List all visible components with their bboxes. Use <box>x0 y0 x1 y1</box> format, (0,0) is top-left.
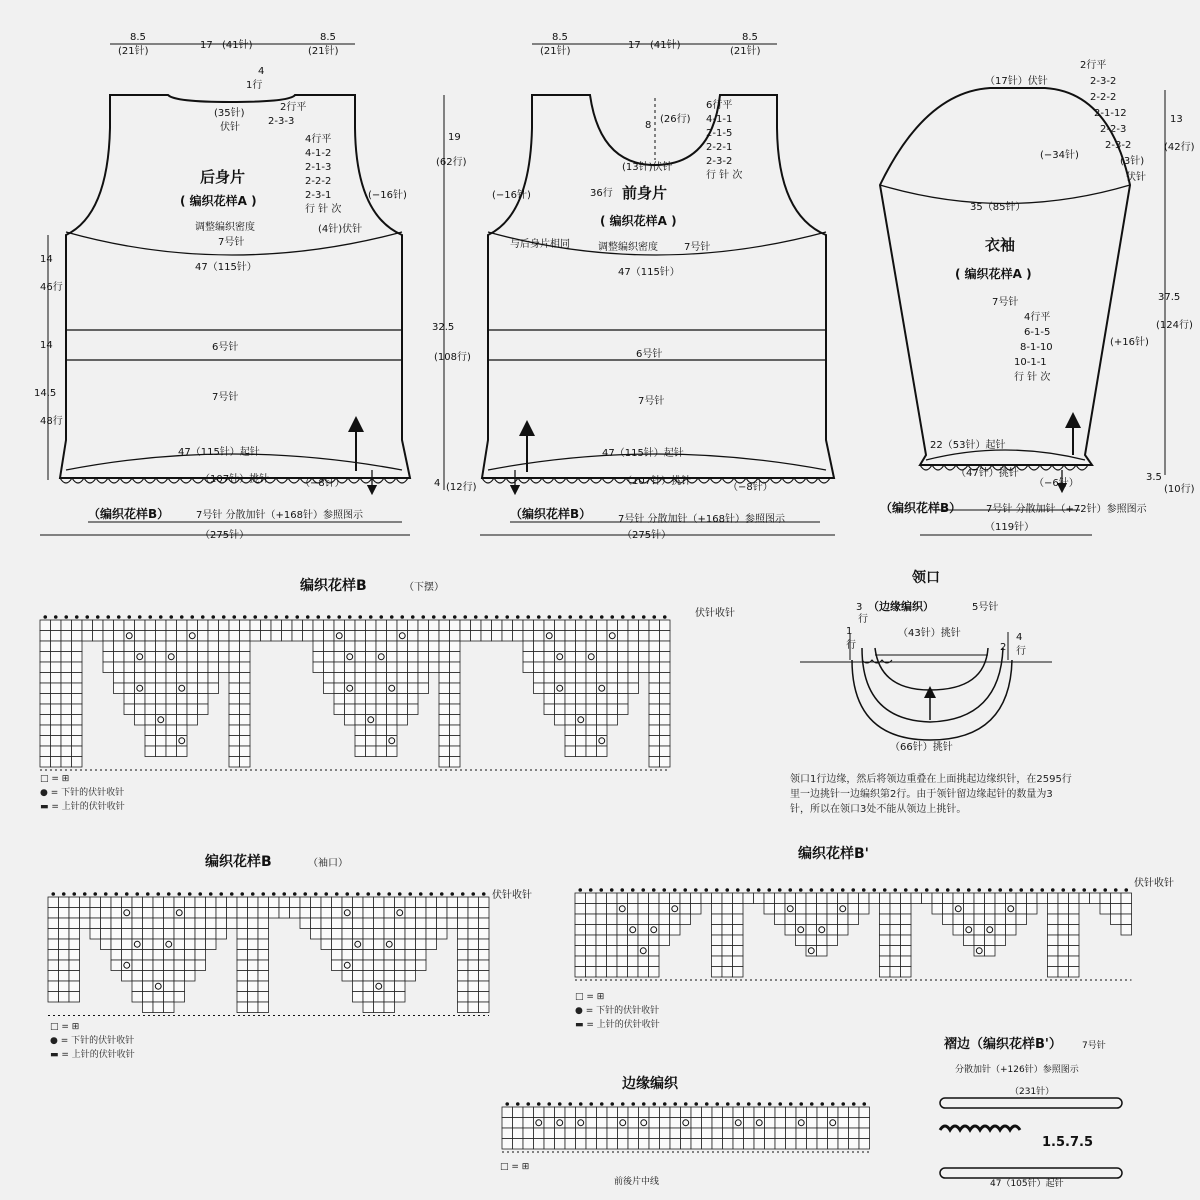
back-piece-outline <box>60 95 410 490</box>
back-dim-1: 8.5 <box>130 32 146 43</box>
front-neck-1: 6行平 <box>706 100 733 111</box>
sleeve-inc-2: 6-1-5 <box>1024 327 1051 338</box>
back-neck-5: 2行平 <box>280 102 307 113</box>
sleeve-cap-5: 2-2-3 <box>1100 124 1127 135</box>
sleeve-needle: 7号针 <box>992 297 1019 308</box>
sleeve-cap-2: 2-3-2 <box>1090 76 1117 87</box>
back-neck-1: 4 <box>258 66 265 77</box>
ruffle-diagram <box>940 1098 1122 1178</box>
front-needle6: 6号针 <box>636 349 663 360</box>
front-dim-2: (21针) <box>540 46 571 57</box>
edging-title: 边缘编织 <box>622 1076 678 1092</box>
front-same: 与后身片相同 <box>510 239 570 250</box>
knit-bind-icon: ● <box>50 1036 58 1046</box>
sleeve-cuff-2: (10行) <box>1164 484 1195 495</box>
purl-bind-icon: ▬ <box>40 802 49 812</box>
legend-cuff-c: = 上针的伏针收针 <box>61 1050 135 1060</box>
neck-right-1: 2 <box>1000 642 1007 653</box>
back-neck-3: (35针) <box>214 108 245 119</box>
neck-left-1: 3 <box>856 602 863 613</box>
back-title: 后身片 <box>200 168 246 186</box>
sleeve-cap-3: 2-2-2 <box>1090 92 1117 103</box>
center-dim-4: (108行) <box>434 352 471 363</box>
neckline-title: 领口 <box>912 570 940 586</box>
center-dim-6: (12行) <box>446 482 477 493</box>
front-dim-4: (41针) <box>650 40 681 51</box>
chartB-lower-bind: 伏针收针 <box>695 608 735 619</box>
chartB-lower-sub: （下摆） <box>404 582 444 593</box>
front-hem-dec: （−8针） <box>728 482 773 493</box>
chartB-cuff-bind: 伏针收针 <box>492 890 532 901</box>
back-hem-label: （编织花样B） <box>88 507 170 521</box>
front-neck-6: 行 针 次 <box>706 170 743 181</box>
sleeve-inc-side: (+16针) <box>1110 337 1149 348</box>
back-arm-cast: (4针)伏针 <box>318 224 363 235</box>
ruffle-title: 褶边（编织花样B'） <box>944 1037 1062 1052</box>
ruffle-mark: 1.5.7.5 <box>1042 1135 1093 1150</box>
front-title: 前身片 <box>622 184 668 202</box>
legend-cuff-a: = ⊞ <box>61 1022 80 1032</box>
back-bottom: 47（115针）起针 <box>178 447 260 458</box>
back-left-4: 14.5 <box>34 388 57 399</box>
front-needle7b: 7号针 <box>638 396 665 407</box>
back-arm-1: 4行平 <box>305 134 332 145</box>
sleeve-inc-1: 4行平 <box>1024 312 1051 323</box>
front-piece-outline <box>482 95 834 490</box>
center-dim-1: 19 <box>448 132 461 143</box>
dimension-lines <box>40 44 1165 535</box>
back-arm-side: (−16针) <box>368 190 407 201</box>
knit-bind-icon: ● <box>40 788 48 798</box>
front-dim-5: 8.5 <box>742 32 758 43</box>
neckline-top: （43针）挑针 <box>898 628 961 639</box>
sleeve-width: 35（85针） <box>970 202 1026 213</box>
back-neck-2: 1行 <box>246 80 263 91</box>
center-dim-2: (62行) <box>436 157 467 168</box>
sleeve-inc-5: 行 针 次 <box>1014 372 1051 383</box>
sleeve-hem-label: （编织花样B） <box>880 501 962 515</box>
front-bust: 47（115针） <box>618 267 680 278</box>
chartBp-title: 编织花样B' <box>798 846 869 862</box>
stitch-chart-b-lower <box>40 615 670 770</box>
legend-bp <box>575 990 660 1032</box>
stitch-chart-b-cuff <box>48 892 489 1015</box>
chartB-cuff-title: 编织花样B <box>205 854 272 870</box>
front-neck-3: 2-1-5 <box>706 128 733 139</box>
front-neck-2: 4-1-1 <box>706 114 733 125</box>
center-dim-3: 32.5 <box>432 322 455 333</box>
back-dim-6: (21针) <box>308 46 339 57</box>
front-neck-4: 2-2-1 <box>706 142 733 153</box>
front-bottom: 47（115针）起针 <box>602 448 684 459</box>
sleeve-pattern: ( 编织花样A ) <box>955 267 1032 281</box>
sleeve-cap-6: 2-3-2 <box>1105 140 1132 151</box>
back-dim-2: (21针) <box>118 46 149 57</box>
neckline-needle: 5号针 <box>972 602 999 613</box>
back-neck-4: 伏针 <box>220 122 240 133</box>
back-needle7b: 7号针 <box>212 392 239 403</box>
back-pattern: ( 编织花样A ) <box>180 194 257 208</box>
back-left-1: 14 <box>40 254 53 265</box>
purl-bind-icon: ▬ <box>575 1020 584 1030</box>
front-dim-3: 17 <box>628 40 641 51</box>
edging-center: 前後片中线 <box>614 1177 660 1187</box>
front-hem-note: 7号针 分散加针（+168针）参照图示 <box>618 514 786 525</box>
stitch-chart-edging <box>502 1102 870 1152</box>
front-adjust: 调整编织密度 <box>598 242 658 253</box>
front-hem-pick: （107针）挑针 <box>622 476 692 487</box>
neckline-note <box>790 772 1175 817</box>
back-adjust: 调整编织密度 <box>195 222 255 233</box>
back-needle6: 6号针 <box>212 342 239 353</box>
sleeve-cap-7: (3针) <box>1120 156 1145 167</box>
neckline-bottom: （66针）挑针 <box>890 742 953 753</box>
back-arm-4: 2-2-2 <box>305 176 332 187</box>
back-left-5: 48行 <box>40 416 63 427</box>
neck-right-2: 4 <box>1016 632 1023 643</box>
chartB-lower-title: 编织花样B <box>300 578 367 594</box>
legend-bp-b: = 下针的伏针收针 <box>585 1006 660 1016</box>
back-neck-6: 2-3-3 <box>268 116 295 127</box>
sleeve-cap-v2: (42行) <box>1164 142 1195 153</box>
back-left-3: 14 <box>40 340 53 351</box>
neck-left-2: 行 <box>858 614 868 625</box>
sleeve-cap-8: 伏针 <box>1126 172 1146 183</box>
knit-square-icon: □ <box>40 774 49 784</box>
sleeve-hem-note: 7号针 分散加针（+72针）参照图示 <box>986 504 1147 515</box>
sleeve-inc-4: 10-1-1 <box>1014 357 1047 368</box>
front-needle7: 7号针 <box>684 242 711 253</box>
front-dim-1: 8.5 <box>552 32 568 43</box>
sleeve-cap-side: (−34针) <box>1040 150 1079 161</box>
sleeve-hem-total: （119针） <box>985 522 1035 533</box>
back-bust: 47（115针） <box>195 262 257 273</box>
legend-lower-b: = 下针的伏针收针 <box>50 788 125 798</box>
back-hem-note: 7号针 分散加针（+168针）参照图示 <box>196 510 364 521</box>
knit-square-icon: □ <box>575 992 584 1002</box>
chartBp-bind: 伏针收针 <box>1134 878 1174 889</box>
knit-bind-icon: ● <box>575 1006 583 1016</box>
purl-bind-icon: ▬ <box>50 1050 59 1060</box>
legend-lower-a: = ⊞ <box>51 774 70 784</box>
sleeve-cuff-dec: （−6针） <box>1034 478 1079 489</box>
knit-square-icon: □ <box>500 1162 509 1172</box>
neckline-sub: （边缘编织） <box>868 600 934 613</box>
sleeve-title: 衣袖 <box>985 236 1016 254</box>
legend-lower <box>40 772 125 814</box>
front-dim-6: (21针) <box>730 46 761 57</box>
back-dim-3: 17 <box>200 40 213 51</box>
sleeve-cap-4: 2-1-12 <box>1094 108 1127 119</box>
neck-left-3: 1 <box>846 626 853 637</box>
front-neck-cast: (13针)伏针 <box>622 162 673 173</box>
front-hem-total: （275针） <box>622 530 672 541</box>
ruffle-note: 分散加针（+126针）参照图示 <box>955 1065 1079 1075</box>
stitch-chart-bp <box>575 888 1132 980</box>
sleeve-cuff-pick: （47针）挑针 <box>956 468 1019 479</box>
front-neck-v1: 8 <box>645 120 652 131</box>
back-hem-total: （275针） <box>200 530 250 541</box>
front-neck-v2: (26行) <box>660 114 691 125</box>
front-pattern: ( 编织花样A ) <box>600 214 677 228</box>
legend-edging <box>500 1160 529 1174</box>
neck-right-3: 行 <box>1016 646 1026 657</box>
back-arm-6: 行 针 次 <box>305 204 342 215</box>
front-hem-label: （编织花样B） <box>510 507 592 521</box>
sleeve-cuff-1: 3.5 <box>1146 472 1162 483</box>
legend-bp-a: = ⊞ <box>586 992 605 1002</box>
ruffle-top: （231针） <box>1010 1087 1055 1097</box>
front-neck-5: 2-3-2 <box>706 156 733 167</box>
sleeve-cap-1: 2行平 <box>1080 60 1107 71</box>
knit-square-icon: □ <box>50 1022 59 1032</box>
neckline-note-2: 里一边挑针一边编织第2行。由于领针留边缘起针的数量为3 <box>790 789 1053 800</box>
back-arm-5: 2-3-1 <box>305 190 332 201</box>
back-dim-5: 8.5 <box>320 32 336 43</box>
back-dim-4: (41针) <box>222 40 253 51</box>
legend-cuff-b: = 下针的伏针收针 <box>60 1036 135 1046</box>
sleeve-len-2: (124行) <box>1156 320 1193 331</box>
back-hem-pick: （107针）挑针 <box>200 474 270 485</box>
back-hem-dec: （−8针） <box>300 478 345 489</box>
legend-edging-a: = ⊞ <box>511 1162 530 1172</box>
chartB-cuff-sub: （袖口） <box>308 858 348 869</box>
legend-cuff <box>50 1020 135 1062</box>
sleeve-cuff: 22（53针）起针 <box>930 440 1006 451</box>
back-arm-3: 2-1-3 <box>305 162 332 173</box>
neckline-note-3: 针，所以在领口3处不能从领边上挑针。 <box>790 804 967 815</box>
ruffle-needle: 7号针 <box>1082 1041 1106 1051</box>
sleeve-len-1: 37.5 <box>1158 292 1181 303</box>
front-arm-side: (−16针) <box>492 190 531 201</box>
legend-lower-c: = 上针的伏针收针 <box>51 802 125 812</box>
back-needle7: 7号针 <box>218 237 245 248</box>
neckline-note-1: 领口1行边缘，然后将领边重叠在上面挑起边缘织针，在2595行 <box>790 774 1072 785</box>
legend-bp-c: = 上针的伏针收针 <box>586 1020 660 1030</box>
front-depth: 36行 <box>590 188 613 199</box>
center-dim-5: 4 <box>434 478 441 489</box>
sleeve-top: （17针）伏针 <box>985 76 1048 87</box>
back-arm-2: 4-1-2 <box>305 148 332 159</box>
sleeve-outline <box>880 88 1130 488</box>
sleeve-cap-v1: 13 <box>1170 114 1183 125</box>
ruffle-bottom: 47（105针）起针 <box>990 1179 1064 1189</box>
neck-left-4: 行 <box>846 640 856 651</box>
neckline-diagram <box>800 632 1052 740</box>
sleeve-inc-3: 8-1-10 <box>1020 342 1053 353</box>
back-left-2: 46行 <box>40 282 63 293</box>
